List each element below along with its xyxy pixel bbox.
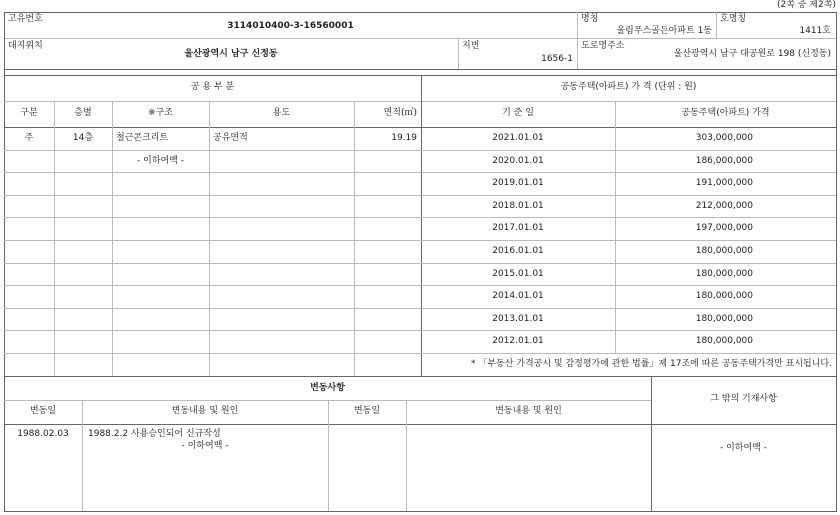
change-entry-date: 1988.02.03 — [17, 429, 69, 439]
lot-label: 지번 — [462, 41, 480, 51]
unit-label: 호명칭 — [720, 14, 747, 24]
price-section-title: 공동주택(아파트) 가 격 (단위 : 원) — [560, 82, 697, 92]
changes-section-title: 변동사항 — [310, 383, 345, 393]
price-row-date: 2012.01.01 — [492, 336, 544, 347]
change-entry-blank: - 이하여백 - — [181, 441, 229, 451]
col-price-header: 공동주택(아파트) 가격 — [681, 108, 770, 118]
price-row-date: 2021.01.01 — [492, 133, 544, 143]
common-row-1-type: 주 — [24, 133, 34, 143]
common-row-1-floor: 14층 — [72, 133, 94, 143]
changes-col-content2-header: 변동내용 및 원인 — [495, 406, 562, 416]
table-row-divider — [4, 172, 836, 173]
other-section-title: 그 밖의 기재사항 — [710, 394, 777, 404]
table-row-divider — [4, 308, 836, 309]
col-date-header: 기 준 일 — [502, 108, 534, 118]
unique-no-label: 고유번호 — [8, 14, 43, 24]
changes-col-content-header: 변동내용 및 원인 — [171, 406, 239, 416]
table-row-divider — [4, 195, 836, 196]
price-row-date: 2013.01.01 — [492, 313, 544, 324]
price-footnote: * 「부동산 가격공시 및 감정평가에 관한 법률」제 17조에 따른 공동주택가격만 표시됩니다. — [470, 359, 832, 369]
price-row-date: 2015.01.01 — [492, 268, 544, 279]
price-row-value: 191,000,000 — [695, 178, 753, 189]
name-label: 명칭 — [581, 14, 599, 24]
unique-no-value: 3114010400-3-16560001 — [227, 21, 354, 31]
lot-value: 1656-1 — [541, 54, 573, 64]
change-entry-content: 1988.2.2 사용승인되어 신규작성 — [88, 429, 221, 439]
site-label: 대지위치 — [8, 41, 43, 51]
col-use-header: 용도 — [272, 108, 291, 118]
price-row-date: 2017.01.01 — [492, 223, 544, 234]
price-row-date: 2014.01.01 — [492, 291, 544, 302]
table-row-divider — [4, 263, 836, 264]
price-row-value: 180,000,000 — [695, 246, 753, 256]
table-row-divider — [4, 150, 836, 151]
price-row-date: 2020.01.01 — [492, 155, 544, 166]
common-section-title: 공 용 부 분 — [190, 82, 235, 92]
table-row-divider — [4, 330, 836, 331]
price-row-value: 212,000,000 — [695, 200, 753, 211]
common-row-1-area: 19.19 — [391, 133, 417, 143]
price-row-date: 2019.01.01 — [492, 178, 544, 189]
col-floor-header: 층별 — [74, 108, 92, 118]
col-type-header: 구분 — [20, 108, 38, 118]
price-row-value: 180,000,000 — [695, 313, 753, 324]
page-indicator: (2쪽 중 제2쪽) — [777, 0, 836, 10]
price-row-value: 186,000,000 — [695, 155, 753, 166]
road-value: 울산광역시 남구 대공원로 198 (신정동) — [673, 49, 831, 59]
changes-col-date2-header: 변동일 — [353, 406, 381, 416]
price-row-value: 303,000,000 — [695, 133, 753, 143]
col-area-header: 면적(㎡) — [383, 108, 417, 118]
common-row-1-use: 공유면적 — [213, 133, 248, 143]
table-row-divider — [4, 240, 836, 241]
other-section-blank: - 이하여백 - — [720, 443, 767, 453]
unit-value: 1411호 — [799, 26, 831, 36]
common-row-1-structure: 철근콘크리트 — [116, 133, 169, 143]
col-structure-header: ※구조 — [148, 108, 173, 118]
price-row-date: 2016.01.01 — [492, 246, 544, 256]
road-label: 도로명주소 — [581, 41, 625, 51]
name-value: 울림푸스골든아파트 1동 — [616, 26, 712, 36]
changes-col-date-header: 변동일 — [29, 406, 57, 416]
site-value: 울산광역시 남구 신정동 — [184, 49, 278, 59]
price-row-date: 2018.01.01 — [492, 200, 544, 211]
price-row-value: 180,000,000 — [695, 336, 753, 347]
price-row-value: 180,000,000 — [695, 291, 753, 302]
table-row-divider — [4, 217, 836, 218]
table-row-divider — [4, 285, 836, 286]
price-row-value: 197,000,000 — [695, 223, 753, 234]
common-row-2-blank: - 이하여백 - — [137, 156, 184, 166]
price-row-value: 180,000,000 — [695, 268, 753, 279]
